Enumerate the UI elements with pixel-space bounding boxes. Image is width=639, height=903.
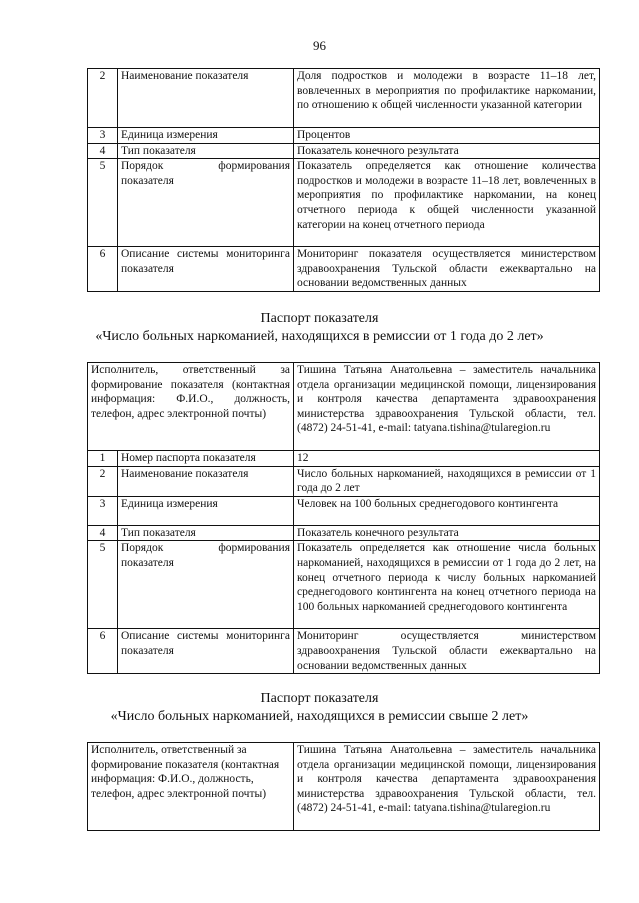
table-row [88,629,600,674]
contact-value: Тишина Татьяна Анатольевна – заместитель начальника отдела организации медицинской помощи, лицензирования и контроля качества департамента здравоохранения министерства здравоохранения Тульской области, тел. (4872) 24-51-41, e-mail: tatyana.tishina@tularegion.ru [294,743,600,831]
row-value: Процентов [294,128,600,144]
section-subtitle: «Число больных наркоманией, находящихся в ремиссии свыше 2 лет» [110,709,529,724]
row-number: 5 [88,159,118,247]
row-value: Число больных наркоманией, находящихся в ремиссии от 1 года до 2 лет [294,466,600,496]
section-title: Паспорт показателя [260,311,379,326]
row-value: Показатель определяется как отношение количества подростков и молодежи в возрасте 11–18 лет, вовлеченных в мероприятия по профилактике наркомании, на конец отчетного периода к общей численности указанной категории на конец отчетного периода [294,159,600,247]
row-value: Показатель конечного результата [294,143,600,159]
row-value: Показатель конечного результата [294,525,600,541]
contact-label: Исполнитель, ответственный за формирование показателя (контактная информация: Ф.И.О., должность, телефон, адрес электронной почты) [88,363,294,451]
table-row [88,363,600,451]
table-row [88,541,600,629]
row-value: Показатель определяется как отношение числа больных наркоманией, находящихся в ремиссии от 1 года до 2 лет, на конец отчетного периода к числу больных наркоманией среднегодового контингента на конец отчетного периода на 100 больных наркоманией среднегодового контингента [294,541,600,629]
row-number: 1 [88,451,118,467]
row-label: Описание системы мониторинга показателя [118,629,294,674]
table-row [88,247,600,292]
row-label: Порядок формирования показателя [118,541,294,629]
row-label: Номер паспорта показателя [118,451,294,467]
section-subtitle: «Число больных наркоманией, находящихся в ремиссии от 1 года до 2 лет» [95,329,544,344]
row-label: Единица измерения [118,496,294,525]
table-row [88,128,600,144]
row-label: Наименование показателя [118,466,294,496]
indicator-table-2 [87,362,600,674]
row-number: 2 [88,69,118,128]
section-title: Паспорт показателя [260,691,379,706]
table-row [88,496,600,525]
table-row [88,69,600,128]
table-row [88,143,600,159]
table-row [88,525,600,541]
indicator-table-1 [87,68,600,292]
row-value: Мониторинг показателя осуществляется министерством здравоохранения Тульской области ежеквартально на основании ведомственных данных [294,247,600,292]
contact-label: Исполнитель, ответственный за формирование показателя (контактная информация: Ф.И.О., должность, телефон, адрес электронной почты) [88,743,294,831]
table-row [88,743,600,831]
row-value: Мониторинг осуществляется министерством здравоохранения Тульской области ежеквартально на основании ведомственных данных [294,629,600,674]
contact-value: Тишина Татьяна Анатольевна – заместитель начальника отдела организации медицинской помощи, лицензирования и контроля качества департамента здравоохранения министерства здравоохранения Тульской области, тел. (4872) 24-51-41, e-mail: tatyana.tishina@tularegion.ru [294,363,600,451]
row-value: 12 [294,451,600,467]
row-number: 6 [88,629,118,674]
row-number: 4 [88,525,118,541]
row-label: Наименование показателя [118,69,294,128]
row-number: 3 [88,128,118,144]
row-label: Описание системы мониторинга показателя [118,247,294,292]
table-row [88,466,600,496]
row-number: 4 [88,143,118,159]
table-row [88,451,600,467]
indicator-table-3 [87,742,600,831]
row-number: 2 [88,466,118,496]
row-number: 6 [88,247,118,292]
row-number: 3 [88,496,118,525]
row-number: 5 [88,541,118,629]
table-row [88,159,600,247]
row-label: Тип показателя [118,525,294,541]
row-label: Порядок формирования показателя [118,159,294,247]
row-value: Человек на 100 больных среднегодового контингента [294,496,600,525]
row-label: Тип показателя [118,143,294,159]
row-value: Доля подростков и молодежи в возрасте 11–18 лет, вовлеченных в мероприятия по профилактике наркомании, по отношению к общей численности указанной категории [294,69,600,128]
row-label: Единица измерения [118,128,294,144]
page-number: 96 [313,38,326,53]
